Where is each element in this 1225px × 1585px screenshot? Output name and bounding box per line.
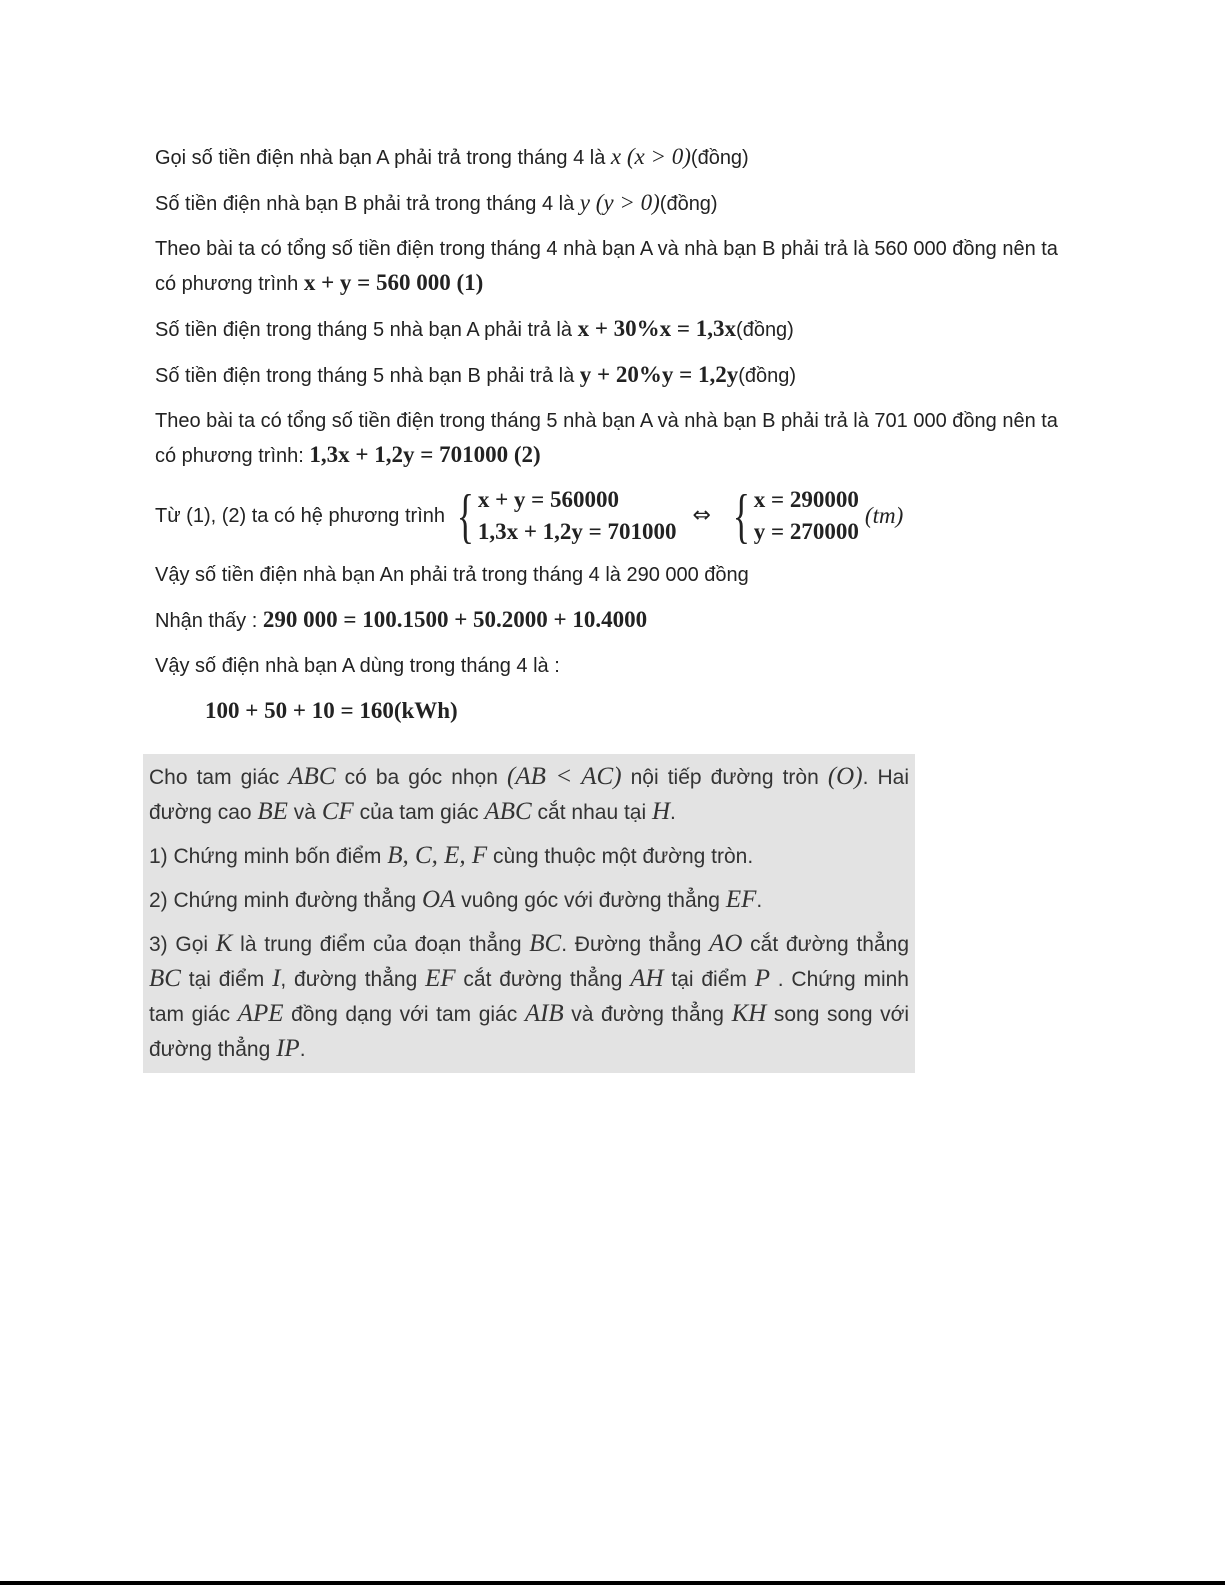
text: Vậy số điện nhà bạn A dùng trong tháng 4 là : — [155, 655, 560, 677]
exercise-paragraph — [149, 760, 909, 830]
math: H — [651, 798, 671, 825]
math: K — [215, 930, 233, 957]
solution-line — [155, 603, 1075, 638]
math: APE — [237, 1000, 284, 1027]
text: Số tiền điện trong tháng 5 nhà bạn B phải trả là — [155, 365, 580, 387]
text: (đồng) — [659, 193, 718, 215]
math: BC — [149, 965, 181, 992]
text: có phương trình: — [155, 445, 310, 467]
math: 1,3x + 1,2y = 701000 (2) — [309, 442, 541, 467]
text: Theo bài ta có tổng số tiền điện trong tháng 4 nhà bạn A và nhà bạn B phải trả là 560 000 đồng nên ta — [155, 238, 1058, 260]
text: song song với đường thẳng — [149, 1003, 910, 1061]
math: AIB — [524, 1000, 564, 1027]
equation-system-line — [155, 484, 1075, 548]
text: . Chứng minh tam giác — [149, 968, 909, 1026]
text: (đồng) — [738, 365, 797, 387]
equation-system-2 — [727, 484, 859, 548]
solution-line — [155, 694, 1075, 729]
math: (AB < AC) — [507, 763, 622, 790]
text: . Đường thẳng — [561, 933, 710, 956]
text: tại điểm — [180, 968, 273, 991]
text: . — [670, 801, 676, 824]
text: và đường thẳng — [563, 1003, 732, 1026]
text: có ba góc nhọn — [335, 766, 507, 789]
text: . — [299, 1038, 306, 1061]
math: CF — [321, 798, 354, 825]
text: Theo bài ta có tổng số tiền điện trong tháng 5 nhà bạn A và nhà bạn B phải trả là 701 000 đồng nên ta — [155, 410, 1058, 432]
exercise-paragraph — [149, 927, 909, 1067]
text: nội tiếp đường tròn — [621, 766, 828, 789]
math: y (y > 0) — [579, 190, 660, 215]
solution-line — [155, 232, 1075, 301]
text: (đồng) — [736, 319, 794, 341]
solution-line — [155, 312, 1075, 347]
text: Gọi số tiền điện nhà bạn A phải trả trong tháng 4 là — [155, 147, 611, 169]
brace-icon: { — [732, 483, 751, 549]
exercise-paragraph — [149, 839, 909, 874]
exercise-paragraph — [149, 883, 909, 918]
text: cắt đường thẳng — [742, 933, 909, 956]
text: , đường thẳng — [280, 968, 426, 991]
solution-text — [155, 140, 1075, 740]
math: y = 270000 — [753, 519, 859, 544]
text: 1) Chứng minh bốn điểm — [149, 845, 388, 868]
math: 1,3x + 1,2y = 701000 — [477, 519, 677, 544]
text: của tam giác — [353, 801, 485, 824]
solution-line — [155, 558, 1075, 592]
exercise-box — [143, 754, 915, 1073]
text: tại điểm — [663, 968, 755, 991]
equivalence-symbol: ⇔ — [692, 503, 711, 528]
math: x (x > 0) — [610, 144, 691, 169]
math: EF — [425, 965, 456, 992]
text: là trung điểm của đoạn thẳng — [232, 933, 530, 956]
text: có phương trình — [155, 273, 304, 295]
math: x + y = 560000 — [477, 487, 620, 512]
text: (đồng) — [690, 147, 749, 169]
text: 2) Chứng minh đường thẳng — [149, 889, 423, 912]
math: x + y = 560 000 (1) — [303, 270, 484, 295]
text: Số tiền điện nhà bạn B phải trả trong tháng 4 là — [155, 193, 580, 215]
brace-icon: { — [456, 483, 475, 549]
math: B, C, E, F — [387, 842, 488, 869]
text: . — [756, 889, 763, 912]
text: cắt nhau tại — [531, 801, 652, 824]
solution-line — [155, 404, 1075, 473]
text: Số tiền điện trong tháng 5 nhà bạn A phải trả là — [155, 319, 578, 341]
math: ABC — [288, 763, 336, 790]
math: x + 30%x = 1,3x — [577, 316, 737, 341]
text: Cho tam giác — [149, 766, 289, 789]
text: Nhận thấy : — [155, 610, 263, 632]
math: IP — [276, 1035, 300, 1062]
text: cùng thuộc một đường tròn. — [487, 845, 754, 868]
math: BE — [257, 798, 288, 825]
math: KH — [731, 1000, 767, 1027]
solution-line — [155, 140, 1075, 175]
solution-line — [155, 649, 1075, 683]
text: vuông góc với đường thẳng — [455, 889, 726, 912]
math: AO — [709, 930, 743, 957]
page-bottom-border — [0, 1581, 1225, 1585]
equation-system-1 — [451, 484, 677, 548]
math: 290 000 = 100.1500 + 50.2000 + 10.4000 — [262, 607, 648, 632]
math: 100 + 50 + 10 = 160(kWh) — [205, 698, 458, 723]
text: và — [287, 801, 322, 824]
text: 3) Gọi — [149, 933, 216, 956]
text: Từ (1), (2) ta có hệ phương trình — [155, 505, 446, 527]
math: (O) — [827, 763, 863, 790]
math: BC — [529, 930, 562, 957]
text: . Hai đường cao — [149, 766, 909, 824]
math: ABC — [484, 798, 532, 825]
solution-line — [155, 358, 1075, 393]
solution-line — [155, 186, 1075, 221]
text: cắt đường thẳng — [455, 968, 631, 991]
math: I — [272, 965, 281, 992]
math: y + 20%y = 1,2y — [579, 362, 739, 387]
math: AH — [630, 965, 664, 992]
math: P — [754, 965, 770, 992]
math: OA — [422, 886, 456, 913]
text: Vậy số tiền điện nhà bạn An phải trả trong tháng 4 là 290 000 đồng — [155, 564, 749, 586]
math: EF — [725, 886, 757, 913]
math: (tm) — [864, 503, 904, 528]
text: đồng dạng với tam giác — [283, 1003, 525, 1026]
math: x = 290000 — [753, 487, 859, 512]
